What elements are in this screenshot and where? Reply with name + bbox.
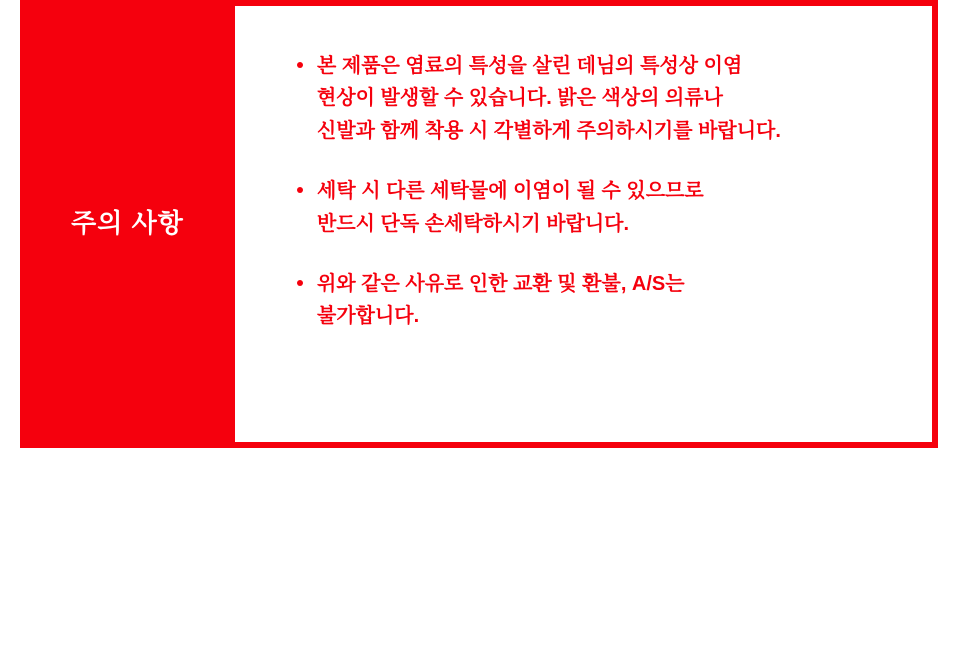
list-item (295, 175, 904, 240)
bullet-icon (297, 280, 303, 286)
notice-line: 불가합니다. (317, 305, 420, 328)
notice-list (235, 6, 932, 442)
bullet-icon (297, 187, 303, 193)
notice-line: 신발과 함께 착용 시 각별하게 주의하시기를 바랍니다. (317, 119, 781, 142)
list-item (295, 268, 904, 333)
page-title: 주의 사항 (71, 208, 184, 239)
notice-line: 현상이 발생할 수 있습니다. 밝은 색상의 의류나 (317, 87, 723, 110)
notice-line: 위와 같은 사유로 인한 교환 및 환불, A/S는 (317, 272, 685, 295)
notice-panel (20, 0, 938, 448)
notice-line: 세탁 시 다른 세탁물에 이염이 될 수 있으므로 (317, 180, 704, 203)
notice-label-cell (20, 0, 235, 448)
notice-line: 본 제품은 염료의 특성을 살린 데님의 특성상 이염 (317, 55, 743, 77)
list-item (295, 50, 904, 147)
bullet-icon (297, 62, 303, 68)
notice-line: 반드시 단독 손세탁하시기 바랍니다. (317, 212, 630, 235)
